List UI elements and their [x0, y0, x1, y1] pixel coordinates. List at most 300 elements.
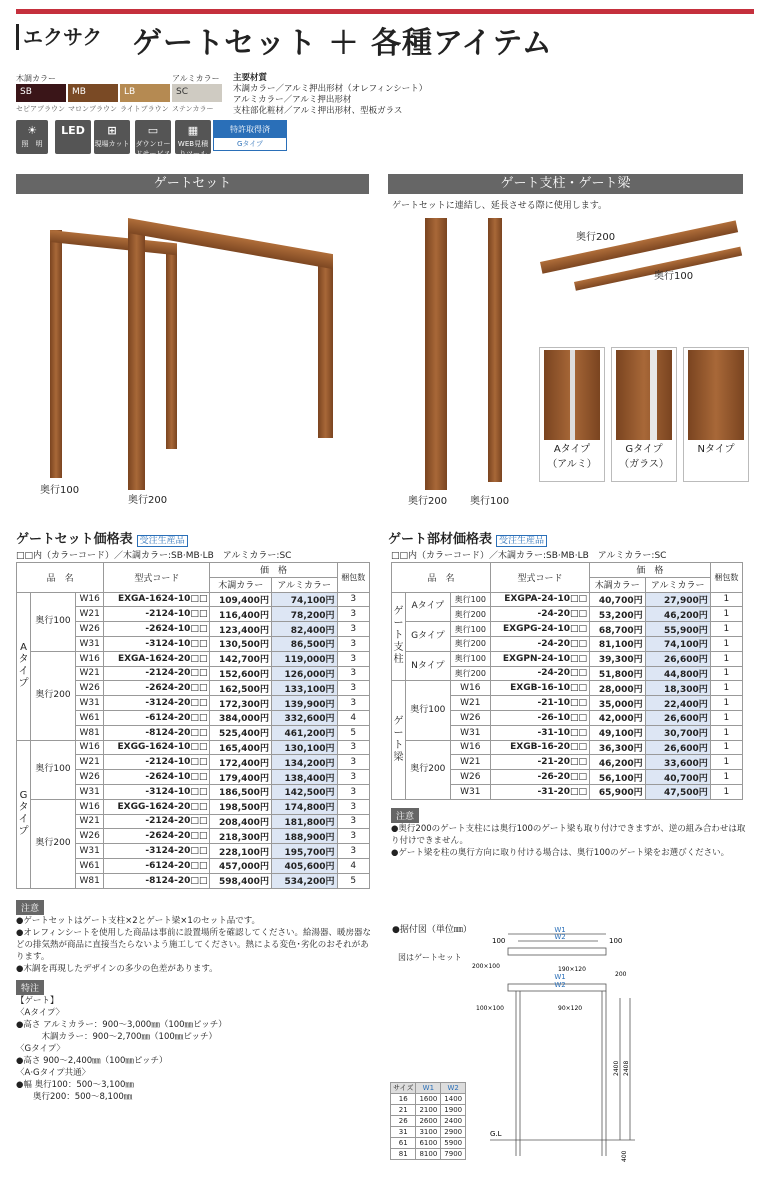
dim-100: 100	[609, 937, 623, 945]
width-cell: W31	[450, 725, 490, 740]
patent-label: 特許取得済	[214, 121, 286, 138]
pkg-cell: 3	[337, 592, 369, 607]
col-code: 型式コード	[490, 563, 589, 593]
size-head: サイズ	[391, 1083, 416, 1094]
dim-w2: W2	[554, 933, 566, 941]
width-cell: W21	[450, 696, 490, 711]
pkg-cell: 1	[710, 681, 742, 696]
label-beam-200: 奥行200	[576, 232, 616, 243]
width-cell: W16	[75, 651, 103, 666]
size-row	[391, 1138, 466, 1149]
dim-200x100: 200×100	[472, 963, 500, 970]
width-cell: W16	[450, 681, 490, 696]
wood-color-label: 木調カラー	[16, 74, 56, 83]
width-cell: W26	[450, 770, 490, 785]
wood-price: 116,400円	[210, 607, 272, 622]
code-cell: EXGA-1624-20□□	[104, 651, 210, 666]
code-cell: -21-10□□	[490, 696, 589, 711]
brand-name: エクサク	[16, 24, 102, 50]
pkg-cell: 1	[710, 636, 742, 651]
size-cell: 81	[391, 1149, 416, 1160]
thumb-image	[544, 350, 600, 440]
notes2-line: ●ゲート梁を柱の奥行方向に取り付ける場合は、奥行100のゲート梁をお選びください。	[391, 848, 730, 858]
parts-description: ゲートセットに連結し、延長させる際に使用します。	[392, 201, 608, 211]
pkg-cell: 1	[710, 784, 742, 799]
size-cell: 31	[391, 1127, 416, 1138]
special-line: 木調カラー：900～2,700㎜（100㎜ピッチ）	[16, 1032, 217, 1042]
installation-drawing	[470, 926, 640, 1172]
post-cell: ゲ ー ト 支 柱	[392, 592, 406, 681]
code-cell: -2624-10□□	[104, 770, 210, 785]
pkg-cell: 1	[710, 622, 742, 637]
label-beam-100: 奥行100	[654, 271, 694, 282]
wood-price: 186,500円	[210, 784, 272, 799]
code-cell: -2124-10□□	[104, 755, 210, 770]
table1-tag: 受注生産品	[137, 535, 188, 547]
notes1-line: ●オレフィンシートを使用した商品は事前に設置場所を確認してください。給湯器、暖房器などの排気熱が商品に直接当たらないよう施工してください。熱による変色･劣化のおそれがあります。	[16, 928, 372, 962]
alu-price: 26,600円	[645, 710, 710, 725]
wood-price: 46,200円	[590, 755, 646, 770]
alu-price: 461,200円	[271, 725, 337, 740]
thumb-a-type	[539, 347, 605, 482]
special-line: ●高さ 900～2,400㎜（100㎜ピッチ）	[16, 1056, 168, 1066]
pkg-cell: 1	[710, 755, 742, 770]
gate-post-back-left	[50, 230, 62, 478]
code-cell: -24-20□□	[490, 636, 589, 651]
code-cell: -3124-10□□	[104, 636, 210, 651]
dim-w2: W2	[554, 981, 566, 989]
special-line: 【ゲート】	[16, 996, 59, 1006]
alu-price: 181,800円	[271, 814, 337, 829]
label-post-100: 奥行100	[470, 496, 510, 507]
alu-price: 86,500円	[271, 636, 337, 651]
depth-cell: 奥行200	[450, 636, 490, 651]
alu-price: 30,700円	[645, 725, 710, 740]
width-cell: W16	[450, 740, 490, 755]
col-name: 品 名	[392, 563, 491, 593]
wood-price: 28,000円	[590, 681, 646, 696]
table-header-row	[17, 563, 370, 578]
alu-price: 195,700円	[271, 844, 337, 859]
code-cell: EXGA-1624-10□□	[104, 592, 210, 607]
pkg-cell: 1	[710, 651, 742, 666]
size-cell: 8100	[416, 1149, 441, 1160]
width-cell: W21	[75, 755, 103, 770]
special-line: 〈A·Gタイプ共通〉	[16, 1068, 91, 1078]
pkg-cell: 1	[710, 740, 742, 755]
wood-price: 109,400円	[210, 592, 272, 607]
dim-w1: W1	[554, 926, 566, 934]
thumb-sublabel: （ガラス）	[619, 459, 669, 470]
alu-price: 133,100円	[271, 681, 337, 696]
wood-price: 65,900円	[590, 784, 646, 799]
icon-label: ダウンロードサービス	[135, 140, 171, 158]
size-cell: 1900	[441, 1105, 466, 1116]
drawing-title: ●据付図（単位㎜）	[392, 925, 472, 935]
size-cell: 1400	[441, 1094, 466, 1105]
alu-price: 130,100円	[271, 740, 337, 755]
code-cell: -8124-20□□	[104, 725, 210, 740]
alu-price: 134,200円	[271, 755, 337, 770]
notes1	[16, 900, 376, 975]
pkg-cell: 3	[337, 814, 369, 829]
size-cell: 7900	[441, 1149, 466, 1160]
wood-price: 39,300円	[590, 651, 646, 666]
code-cell: -6124-20□□	[104, 710, 210, 725]
size-row	[391, 1116, 466, 1127]
code-cell: EXGB-16-10□□	[490, 681, 589, 696]
pkg-cell: 3	[337, 607, 369, 622]
patent-type: Gタイプ	[236, 140, 264, 148]
code-cell: EXGG-1624-10□□	[104, 740, 210, 755]
thumb-image	[616, 350, 672, 440]
col-pkg: 梱包数	[337, 563, 369, 593]
part-post-100	[488, 218, 502, 482]
alu-price: 534,200円	[271, 873, 337, 888]
wood-price: 152,600円	[210, 666, 272, 681]
table1-title: ゲートセット価格表	[16, 532, 133, 547]
code-cell: -21-20□□	[490, 755, 589, 770]
code-cell: -8124-20□□	[104, 873, 210, 888]
width-cell: W21	[75, 607, 103, 622]
width-cell: W31	[75, 636, 103, 651]
depth-cell: 奥行100	[406, 681, 451, 740]
color-name: ステンカラー	[172, 105, 214, 113]
wood-price: 81,100円	[590, 636, 646, 651]
icon-glyph: LED	[61, 124, 85, 137]
type-cell: Aタイプ	[406, 592, 451, 622]
dim-2400: 2400	[613, 1060, 620, 1076]
code-cell: -26-10□□	[490, 710, 589, 725]
wood-price: 457,000円	[210, 858, 272, 873]
alu-price: 55,900円	[645, 622, 710, 637]
table-row	[392, 740, 743, 755]
size-row	[391, 1094, 466, 1105]
code-cell: EXGG-1624-20□□	[104, 799, 210, 814]
table-row	[17, 592, 370, 607]
code-cell: -2124-20□□	[104, 814, 210, 829]
patent-badge	[213, 120, 287, 151]
alu-price: 74,100円	[271, 592, 337, 607]
pkg-cell: 1	[710, 592, 742, 607]
thumb-g-type	[611, 347, 677, 482]
col-alu: アルミカラー	[645, 577, 710, 592]
gate-post-front-right	[318, 258, 333, 438]
beam-cell: ゲ ー ト 梁	[392, 681, 406, 799]
pkg-cell: 3	[337, 829, 369, 844]
type-cell: G タ イ プ	[17, 740, 31, 888]
table2-tag: 受注生産品	[496, 535, 547, 547]
web-icon	[175, 120, 211, 158]
alu-price: 27,900円	[645, 592, 710, 607]
size-table	[390, 1082, 466, 1160]
label-depth-200: 奥行200	[128, 495, 168, 506]
code-cell: -2124-10□□	[104, 607, 210, 622]
special-order	[16, 980, 376, 1103]
code-cell: -3124-20□□	[104, 844, 210, 859]
alu-price: 174,800円	[271, 799, 337, 814]
alu-price: 40,700円	[645, 770, 710, 785]
wood-price: 218,300円	[210, 829, 272, 844]
wood-price: 51,800円	[590, 666, 646, 681]
alu-price: 44,800円	[645, 666, 710, 681]
width-cell: W81	[75, 873, 103, 888]
thumb-label: Aタイプ	[553, 444, 591, 455]
special-line: ●高さ アルミカラー：900～3,000㎜（100㎜ピッチ）	[16, 1020, 227, 1030]
icon-glyph: ⊞	[107, 124, 117, 137]
width-cell: W31	[75, 784, 103, 799]
type-cell: A タ イ プ	[17, 592, 31, 740]
table-row	[392, 651, 743, 666]
table2-title: ゲート部材価格表	[388, 532, 493, 547]
pkg-cell: 3	[337, 770, 369, 785]
ground-level: G.L	[490, 1130, 502, 1138]
code-cell: -2624-10□□	[104, 622, 210, 637]
size-cell: 21	[391, 1105, 416, 1116]
size-head: W1	[416, 1083, 441, 1094]
pkg-cell: 3	[337, 784, 369, 799]
size-row	[391, 1127, 466, 1138]
wood-price: 179,400円	[210, 770, 272, 785]
code-cell: EXGB-16-20□□	[490, 740, 589, 755]
thumb-n-type	[683, 347, 749, 482]
alu-price: 142,500円	[271, 784, 337, 799]
col-code: 型式コード	[104, 563, 210, 593]
section-gate-set: ゲートセット	[16, 174, 369, 194]
alu-price: 33,600円	[645, 755, 710, 770]
icon-glyph: ▦	[187, 124, 199, 137]
alu-color-label: アルミカラー	[172, 74, 220, 83]
width-cell: W26	[75, 829, 103, 844]
color-swatch-sc: SC	[172, 84, 222, 102]
width-cell: W16	[75, 799, 103, 814]
pkg-cell: 1	[710, 770, 742, 785]
wood-price: 36,300円	[590, 740, 646, 755]
code-cell: EXGPA-24-10□□	[490, 592, 589, 607]
label-post-200: 奥行200	[408, 496, 448, 507]
gate-set-price-table	[16, 562, 370, 889]
pkg-cell: 3	[337, 636, 369, 651]
pkg-cell: 3	[337, 799, 369, 814]
size-cell: 5900	[441, 1138, 466, 1149]
drawing-caption: 図はゲートセット	[398, 953, 462, 962]
special-line: ●幅 奥行100：500～3,100㎜	[16, 1080, 134, 1090]
pkg-cell: 3	[337, 666, 369, 681]
wood-price: 198,500円	[210, 799, 272, 814]
section-gate-parts: ゲート支柱・ゲート梁	[388, 174, 743, 194]
notes1-line: ●ゲートセットはゲート支柱×2とゲート梁×1のセット品です。	[16, 916, 261, 926]
pkg-cell: 3	[337, 651, 369, 666]
width-cell: W31	[75, 696, 103, 711]
wood-price: 42,000円	[590, 710, 646, 725]
led-icon	[55, 120, 91, 154]
color-swatch-sb: SB	[16, 84, 66, 102]
width-cell: W26	[75, 770, 103, 785]
pkg-cell: 3	[337, 740, 369, 755]
wood-price: 165,400円	[210, 740, 272, 755]
thumb-label: Gタイプ	[625, 444, 663, 455]
col-price: 価 格	[210, 563, 337, 578]
alu-price: 47,500円	[645, 784, 710, 799]
special-lines	[16, 995, 376, 1103]
thumb-image	[688, 350, 744, 440]
wood-price: 142,700円	[210, 651, 272, 666]
alu-price: 78,200円	[271, 607, 337, 622]
depth-cell: 奥行200	[406, 740, 451, 799]
materials	[233, 73, 427, 117]
width-cell: W26	[75, 681, 103, 696]
pkg-cell: 1	[710, 666, 742, 681]
gate-post-back-right	[166, 244, 177, 449]
table-row	[17, 799, 370, 814]
top-accent-bar	[16, 9, 754, 14]
gate-post-front-left	[128, 222, 145, 490]
pkg-cell: 1	[710, 696, 742, 711]
table-row	[392, 681, 743, 696]
alu-price: 74,100円	[645, 636, 710, 651]
width-cell: W61	[75, 858, 103, 873]
alu-price: 138,400円	[271, 770, 337, 785]
code-cell: -2124-20□□	[104, 666, 210, 681]
code-cell: -3124-10□□	[104, 784, 210, 799]
depth-cell: 奥行200	[450, 666, 490, 681]
download-icon	[135, 120, 171, 158]
size-header-row	[391, 1083, 466, 1094]
depth-cell: 奥行100	[450, 592, 490, 607]
size-cell: 2400	[441, 1116, 466, 1127]
table1-heading	[16, 528, 188, 547]
wood-price: 123,400円	[210, 622, 272, 637]
col-name: 品 名	[17, 563, 104, 593]
table1-subtitle: □□内（カラーコード）／木調カラー:SB·MB·LB アルミカラー:SC	[16, 551, 292, 561]
code-cell: -31-10□□	[490, 725, 589, 740]
notes2-line: ●奥行200のゲート支柱には奥行100のゲート梁も取り付けできますが、逆の組み合わせは取り付けできません。	[391, 824, 746, 846]
icon-label: 照 明	[21, 140, 43, 148]
pkg-cell: 5	[337, 725, 369, 740]
pkg-cell: 1	[710, 607, 742, 622]
icon-glyph: ☀	[27, 124, 37, 137]
color-swatch-mb: MB	[68, 84, 118, 102]
gate-parts-price-table	[391, 562, 743, 800]
alu-price: 82,400円	[271, 622, 337, 637]
pkg-cell: 1	[710, 725, 742, 740]
depth-cell: 奥行100	[31, 592, 76, 651]
size-cell: 26	[391, 1116, 416, 1127]
wood-price: 598,400円	[210, 873, 272, 888]
alu-price: 26,600円	[645, 651, 710, 666]
wood-price: 49,100円	[590, 725, 646, 740]
size-row	[391, 1149, 466, 1160]
wood-price: 228,100円	[210, 844, 272, 859]
wood-price: 53,200円	[590, 607, 646, 622]
color-name: セピアブラウン	[16, 105, 65, 113]
width-cell: W81	[75, 725, 103, 740]
wood-price: 35,000円	[590, 696, 646, 711]
col-wood: 木調カラー	[590, 577, 646, 592]
table2-subtitle: □□内（カラーコード）／木調カラー:SB·MB·LB アルミカラー:SC	[391, 551, 667, 561]
pkg-cell: 3	[337, 755, 369, 770]
label-depth-100: 奥行100	[40, 485, 80, 496]
code-cell: -24-20□□	[490, 607, 589, 622]
thumb-label: Nタイプ	[697, 444, 735, 455]
table-row	[392, 622, 743, 637]
alu-price: 18,300円	[645, 681, 710, 696]
depth-cell: 奥行100	[450, 651, 490, 666]
alu-price: 26,600円	[645, 740, 710, 755]
table-row	[392, 592, 743, 607]
width-cell: W26	[450, 710, 490, 725]
table-row	[17, 651, 370, 666]
icon-label: 現場カット	[94, 140, 130, 148]
col-wood: 木調カラー	[210, 577, 272, 592]
width-cell: W21	[75, 814, 103, 829]
notes1-title: 注意	[16, 900, 44, 915]
color-swatch-lb: LB	[120, 84, 170, 102]
code-cell: -6124-20□□	[104, 858, 210, 873]
wood-price: 172,400円	[210, 755, 272, 770]
wood-price: 162,500円	[210, 681, 272, 696]
dim-2408: 2408	[623, 1060, 630, 1076]
pkg-cell: 5	[337, 873, 369, 888]
alu-price: 126,000円	[271, 666, 337, 681]
size-cell: 16	[391, 1094, 416, 1105]
depth-cell: 奥行200	[31, 651, 76, 740]
size-cell: 2900	[441, 1127, 466, 1138]
dim-190x120: 190×120	[558, 966, 586, 973]
pkg-cell: 3	[337, 622, 369, 637]
materials-line: 支柱部化粧材／アルミ押出形材、型板ガラス	[233, 106, 403, 116]
size-cell: 6100	[416, 1138, 441, 1149]
pkg-cell: 4	[337, 710, 369, 725]
width-cell: W26	[75, 622, 103, 637]
part-beam-200	[540, 220, 738, 273]
type-cell: Nタイプ	[406, 651, 451, 681]
notes1-line: ●木調を再現したデザインの多少の色差があります。	[16, 964, 218, 974]
table-row	[17, 740, 370, 755]
width-cell: W61	[75, 710, 103, 725]
notes2	[391, 808, 746, 859]
table2-heading	[388, 528, 547, 547]
thumb-sublabel: （アルミ）	[547, 459, 597, 470]
special-title: 特注	[16, 980, 44, 995]
width-cell: W31	[75, 844, 103, 859]
code-cell: -3124-20□□	[104, 696, 210, 711]
dim-w1: W1	[554, 973, 566, 981]
width-cell: W21	[450, 755, 490, 770]
table-header-row	[392, 563, 743, 578]
pkg-cell: 4	[337, 858, 369, 873]
depth-cell: 奥行200	[450, 607, 490, 622]
special-line: 〈Aタイプ〉	[16, 1008, 65, 1018]
color-name: ライトブラウン	[120, 105, 169, 113]
col-price: 価 格	[590, 563, 711, 578]
wood-price: 68,700円	[590, 622, 646, 637]
wood-price: 56,100円	[590, 770, 646, 785]
code-cell: -26-20□□	[490, 770, 589, 785]
alu-price: 188,900円	[271, 829, 337, 844]
dim-100x100: 100×100	[476, 1005, 504, 1012]
col-pkg: 梱包数	[710, 563, 742, 593]
alu-price: 139,900円	[271, 696, 337, 711]
wood-price: 130,500円	[210, 636, 272, 651]
color-name: マロンブラウン	[68, 105, 117, 113]
size-row	[391, 1105, 466, 1116]
materials-line: アルミカラー／アルミ押出形材	[233, 95, 352, 105]
alu-price: 119,000円	[271, 651, 337, 666]
wood-price: 384,000円	[210, 710, 272, 725]
depth-cell: 奥行100	[450, 622, 490, 637]
pkg-cell: 3	[337, 844, 369, 859]
